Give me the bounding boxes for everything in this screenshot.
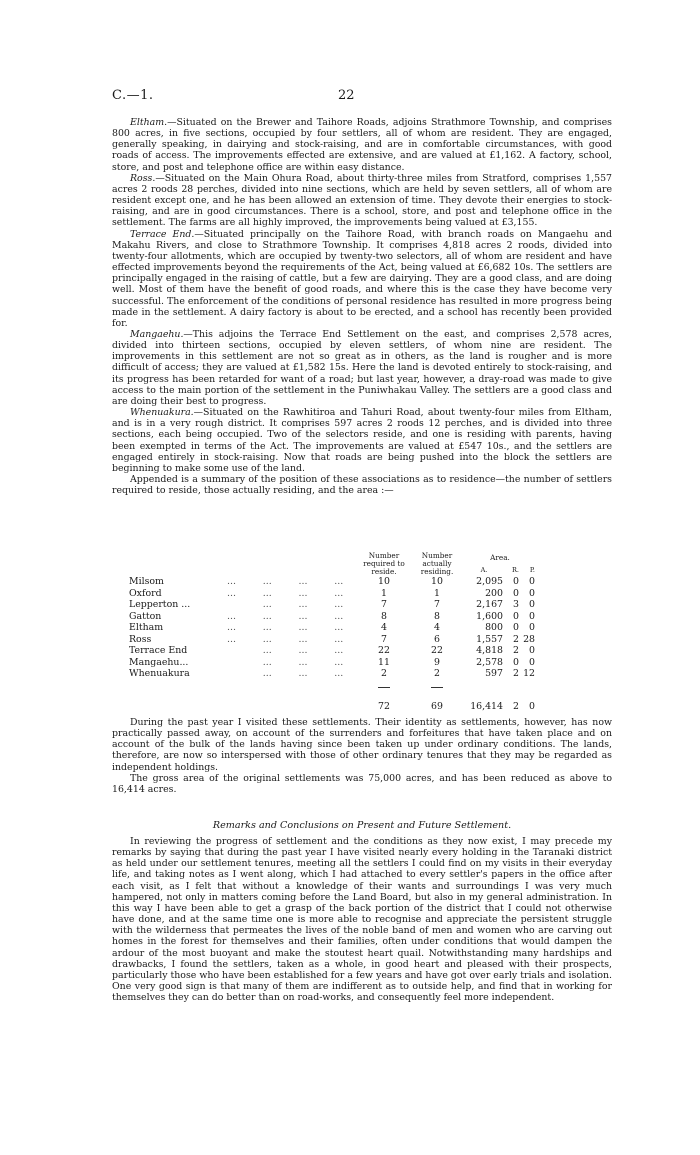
paragraph-remarks: In reviewing the progress of settlement and the conditions as they now exist, I may precede my remarks by saying that during the past year I have visited nearly every holding in the Taranaki district as held under our settlement tenures, meeting all the settlers I could find on my visits in their everyday life, and taking notes as I went along, which I had attached to every settler's papers in the office after each visit, as I felt that without a knowledge of their wants and surroundings I was very much hampered, not only in matters coming before the Land Board, but also in my general administration. In this way I have been able to get a grasp of the back portion of the district that I could not otherwise have done, and at the same time one is more able to recognise and appreciate the persistent struggle with the wilderness that permeates the lives of the noble band of men and women who are carving out homes in the forest for themselves and their families, often under conditions that would dampen the ardour of the most buoyant and make the stoutest heart quail. Notwithstanding many hardships and drawbacks, I found the settlers, taken as a whole, in good heart and pleased with their prospects, particularly those who have been established for a few years and have got over early trials and isolation. One very good sign is that many of them are indifferent as to outside help, and find that in working for themselves they can do better than on road-works, and consequently feel more independent. (112, 836, 612, 1004)
header-acres: A. (480, 565, 488, 574)
table-total-row (129, 691, 535, 713)
settlement-name: Mangaehu. (130, 328, 184, 340)
header-actually: Number actually residing. (420, 551, 454, 576)
table-row: Whenuakura ... ... ... 2 2 597 2 12 (129, 668, 535, 679)
page-number: 22 (338, 88, 355, 103)
total-required: 72 (378, 701, 390, 712)
paragraph-ross: Ross.—Situated on the Main Ohura Road, about thirty-three miles from Stratford, comprises 1,557 acres 2 roods 28 perches, divided into nine sections, which are held by seven settlers, all of whom are resident except one, and he has been allowed an extension of time. They devote their energies to stock-raising, and are in good circumstances. There is a school, store, and post and telephone office in the settlement. The farms are all highly improved, the improvements being valued at £3,155. (112, 172, 612, 229)
page-header (112, 88, 612, 106)
table-rule-row (129, 680, 535, 692)
table-header-row (129, 552, 535, 562)
table-row: Oxford ... ... ... ... 1 1 200 0 0 (129, 587, 535, 599)
total-rule (431, 687, 443, 688)
table-row: Ross ... ... ... ... 7 6 1,557 2 28 (129, 633, 535, 645)
paragraph-past-year: During the past year I visited these settlements. Their identity as settlements, however, has now practically passed away, on account of the surrenders and forfeitures that have taken place and on account of the bulk of the lands having since been taken up under ordinary conditions. The lands, therefore, are now so interspersed with those of other ordinary tenures that they may be regarded as independent holdings. (112, 717, 612, 773)
settlement-name: Ross. (130, 172, 156, 184)
table-row: Terrace End ... ... ... 22 22 4,818 2 0 (129, 645, 535, 656)
paragraph-mangaehu: Mangaehu.—This adjoins the Terrace End Settlement on the east, and comprises 2,578 acres, divided into thirteen sections, occupied by eleven settlers, of whom nine are resident. The improvements in this settlement are not so great as in others, as the land is rougher and is more difficult of access; they are valued at £1,582 15s. Here the land is devoted entirely to stock-raising, and its progress has been retarded for want of a road; but last year, however, a dray-road was made to give access to the main portion of the settlement in the Puniwhakau Valley. The settlers are a good class and are doing their best to progress. (112, 328, 612, 407)
total-residing: 69 (431, 701, 443, 712)
total-rule (378, 687, 390, 688)
remarks-text (112, 836, 612, 1003)
paragraph-appended: Appended is a summary of the position of these associations as to residence—the number of settlers required to reside, those actually residing, and the area :— (112, 474, 612, 497)
document-reference: C.—1. (112, 88, 154, 103)
settlements-descriptions (112, 117, 612, 496)
paragraph-gross-area: The gross area of the original settlements was 75,000 acres, and has been reduced as above to 16,414 acres. (112, 772, 612, 795)
total-perches: 0 (529, 701, 535, 712)
header-perches: P. (529, 565, 535, 574)
paragraph-eltham: Eltham.—Situated on the Brewer and Taihore Roads, adjoins Strathmore Township, and comprises 800 acres, in five sections, occupied by four settlers, all of whom are resident. They are engaged, generally speaking, in dairying and stock-raising, and are in comfortable circumstances, with good roads of access. The improvements effected are extensive, and are valued at £1,162. A factory, school, store, and post and telephone office are within easy distance. (112, 117, 612, 173)
total-acres: 16,414 (470, 701, 503, 712)
section-heading: Remarks and Conclusions on Present and Future Settlement. (212, 820, 512, 831)
after-table-text (112, 717, 612, 795)
settlement-name: Eltham. (130, 117, 168, 128)
settlement-name: Terrace End. (130, 228, 195, 240)
table-row: Eltham ... ... ... ... 4 4 800 0 0 (129, 622, 535, 633)
header-area: Area. (490, 552, 510, 562)
settlement-name: Whenuakura. (130, 407, 194, 419)
table-row: Gatton ... ... ... ... 8 8 1,600 0 0 (129, 610, 535, 622)
table-row: Lepperton ... ... ... ... 7 7 2,167 3 0 (129, 599, 535, 610)
paragraph-terrace-end: Terrace End.—Situated principally on the Taihore Road, with branch roads on Mangaehu and Makahu Rivers, and close to Strathmore Township. It comprises 4,818 acres 2 roods, divided into twenty-four allotments, which are occupied by twenty-two selectors, all of whom are resident and have effected improvements beyond the requirements of the Act, being valued at £6,682 10s. The settlers are principally engaged in the raising of cattle, but a few are dairying. They are a good class, and are doing well. Most of them have the benefit of good roads, and where this is the case they have become very successful. The enforcement of the conditions of personal residence has resulted in more progress being made in the settlement. A dairy factory is about to be erected, and a school has recently been provided for. (112, 228, 612, 329)
total-roods: 2 (513, 701, 519, 712)
table-row: Mangaehu... ... ... ... 11 9 2,578 0 0 (129, 656, 535, 668)
header-required: Number required to reside. (363, 551, 405, 576)
header-roods: R. (512, 565, 519, 574)
settlement-summary-table (129, 552, 535, 713)
paragraph-whenuakura: Whenuakura.—Situated on the Rawhitiroa and Tahuri Road, about twenty-four miles from Eltham, and is in a very rough district. It comprises 597 acres 2 roods 12 perches, and is divided into three sections, each being occupied. Two of the selectors reside, and one is residing with parents, having been exempted in terms of the Act. The improvements are valued at £547 10s., and the settlers are engaged entirely in stock-raising. Now that roads are being pushed into the block the settlers are beginning to make some use of the land. (112, 407, 612, 474)
table-row: Milsom ... ... ... ... 10 10 2,095 0 0 (129, 576, 535, 587)
